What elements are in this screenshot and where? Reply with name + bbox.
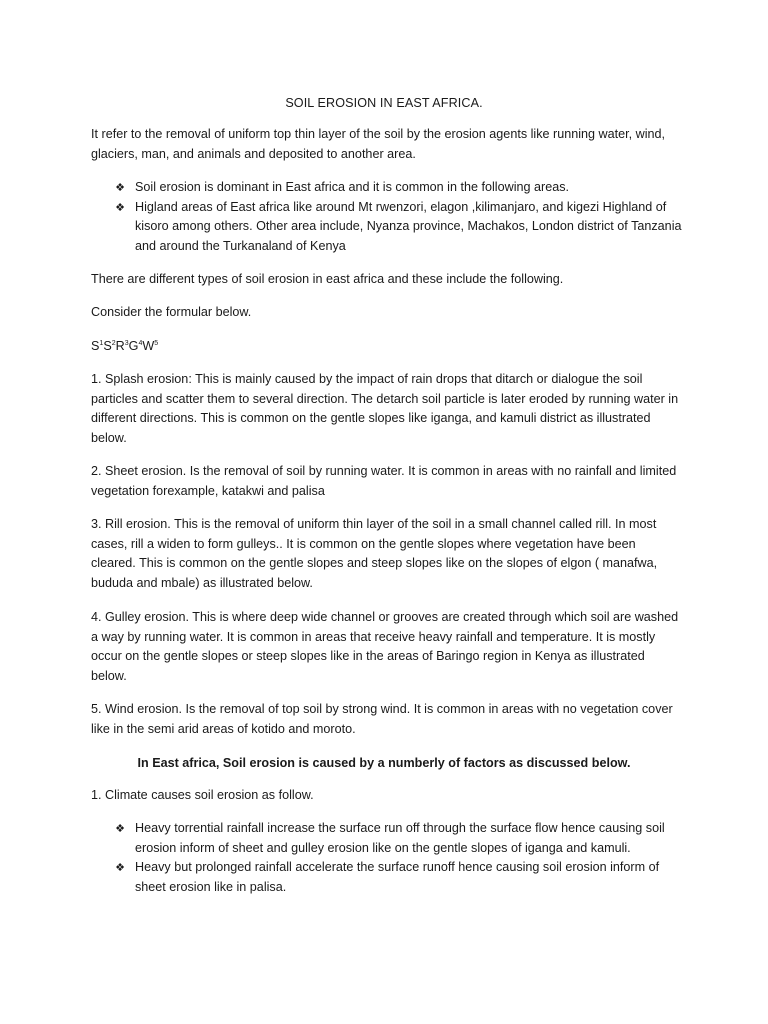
document-title: SOIL EROSION IN EAST AFRICA.: [285, 96, 483, 110]
bullet-text: Higland areas of East africa like around Mt rwenzori, elagon ,kilimanjaro, and kigezi Highland of kisoro among others. Other area include, Nyanza province, Machakos, London district of Tanzania and around the Turkanaland of Kenya: [135, 199, 682, 253]
intro-paragraph: It refer to the removal of uniform top thin layer of the soil by the erosion agents like running water, wind, glaciers, man, and animals and deposited to another area.: [91, 127, 666, 161]
bullet-text: Heavy but prolonged rainfall accelerate the surface runoff hence causing soil erosion inform of sheet erosion like in palisa.: [135, 860, 660, 894]
formula-base: S: [91, 339, 100, 353]
list-item: [113, 178, 688, 198]
formula-sup: 4: [138, 339, 143, 347]
diamond-bullet-icon: ❖: [115, 200, 125, 214]
formula-base: W: [142, 339, 155, 353]
gulley-erosion-paragraph: 4. Gulley erosion. This is where deep wide channel or grooves are created through which soil are washed a way by running water. It is common in areas that receive heavy rainfall and temperature. It is mostly occur on the gentle slopes or steep slopes like in the areas of Baringo region in Kenya as illustrated below.: [91, 610, 679, 683]
climate-bullet-list: [113, 819, 688, 897]
causes-heading: In East africa, Soil erosion is caused by a numberly of factors as discussed below.: [137, 756, 631, 770]
formula-sup: 3: [124, 339, 129, 347]
bullet-text: Soil erosion is dominant in East africa and it is common in the following areas.: [135, 180, 569, 194]
formula-sup: 5: [154, 339, 159, 347]
formula-base: R: [115, 339, 125, 353]
types-intro-paragraph: There are different types of soil erosion in east africa and these include the following.: [91, 272, 564, 286]
formula-intro-paragraph: Consider the formular below.: [91, 305, 252, 319]
diamond-bullet-icon: ❖: [115, 181, 125, 194]
formula: [91, 337, 681, 357]
climate-cause-paragraph: 1. Climate causes soil erosion as follow.: [91, 788, 314, 802]
areas-bullet-list: [113, 178, 688, 256]
formula-sup: 2: [111, 339, 116, 347]
list-item: [113, 819, 688, 858]
rill-erosion-paragraph: 3. Rill erosion. This is the removal of uniform thin layer of the soil in a small channel called rill. In most cases, rill a widen to form gulleys.. It is common on the gentle slopes where vegetation have been cleared. This is common on the gentle slopes and steep slopes like on the slopes of elgon ( manafwa, bududa and mbale) as illustrated below.: [91, 517, 658, 590]
sheet-erosion-paragraph: 2. Sheet erosion. Is the removal of soil by running water. It is common in areas with no rainfall and limited vegetation forexample, katakwi and palisa: [91, 464, 677, 498]
formula-sup: 1: [99, 339, 104, 347]
formula-base: S: [103, 339, 112, 353]
wind-erosion-paragraph: 5. Wind erosion. Is the removal of top soil by strong wind. It is common in areas with no vegetation cover like in the semi arid areas of kotido and moroto.: [91, 702, 673, 736]
diamond-bullet-icon: ❖: [115, 822, 125, 835]
bullet-text: Heavy torrential rainfall increase the surface run off through the surface flow hence causing soil erosion inform of sheet and gulley erosion like on the gentle slopes of iganga and kamuli.: [135, 821, 665, 855]
list-item: [113, 858, 688, 897]
diamond-bullet-icon: ❖: [115, 861, 125, 874]
formula-base: G: [128, 339, 139, 353]
splash-erosion-paragraph: 1. Splash erosion: This is mainly caused by the impact of rain drops that ditarch or dialogue the soil particles and scatter them to several direction. The detarch soil particle is later eroded by running water in different directions. This is common on the gentle slopes like iganga, and kamuli district as illustrated below.: [91, 372, 679, 445]
list-item: [113, 198, 688, 257]
